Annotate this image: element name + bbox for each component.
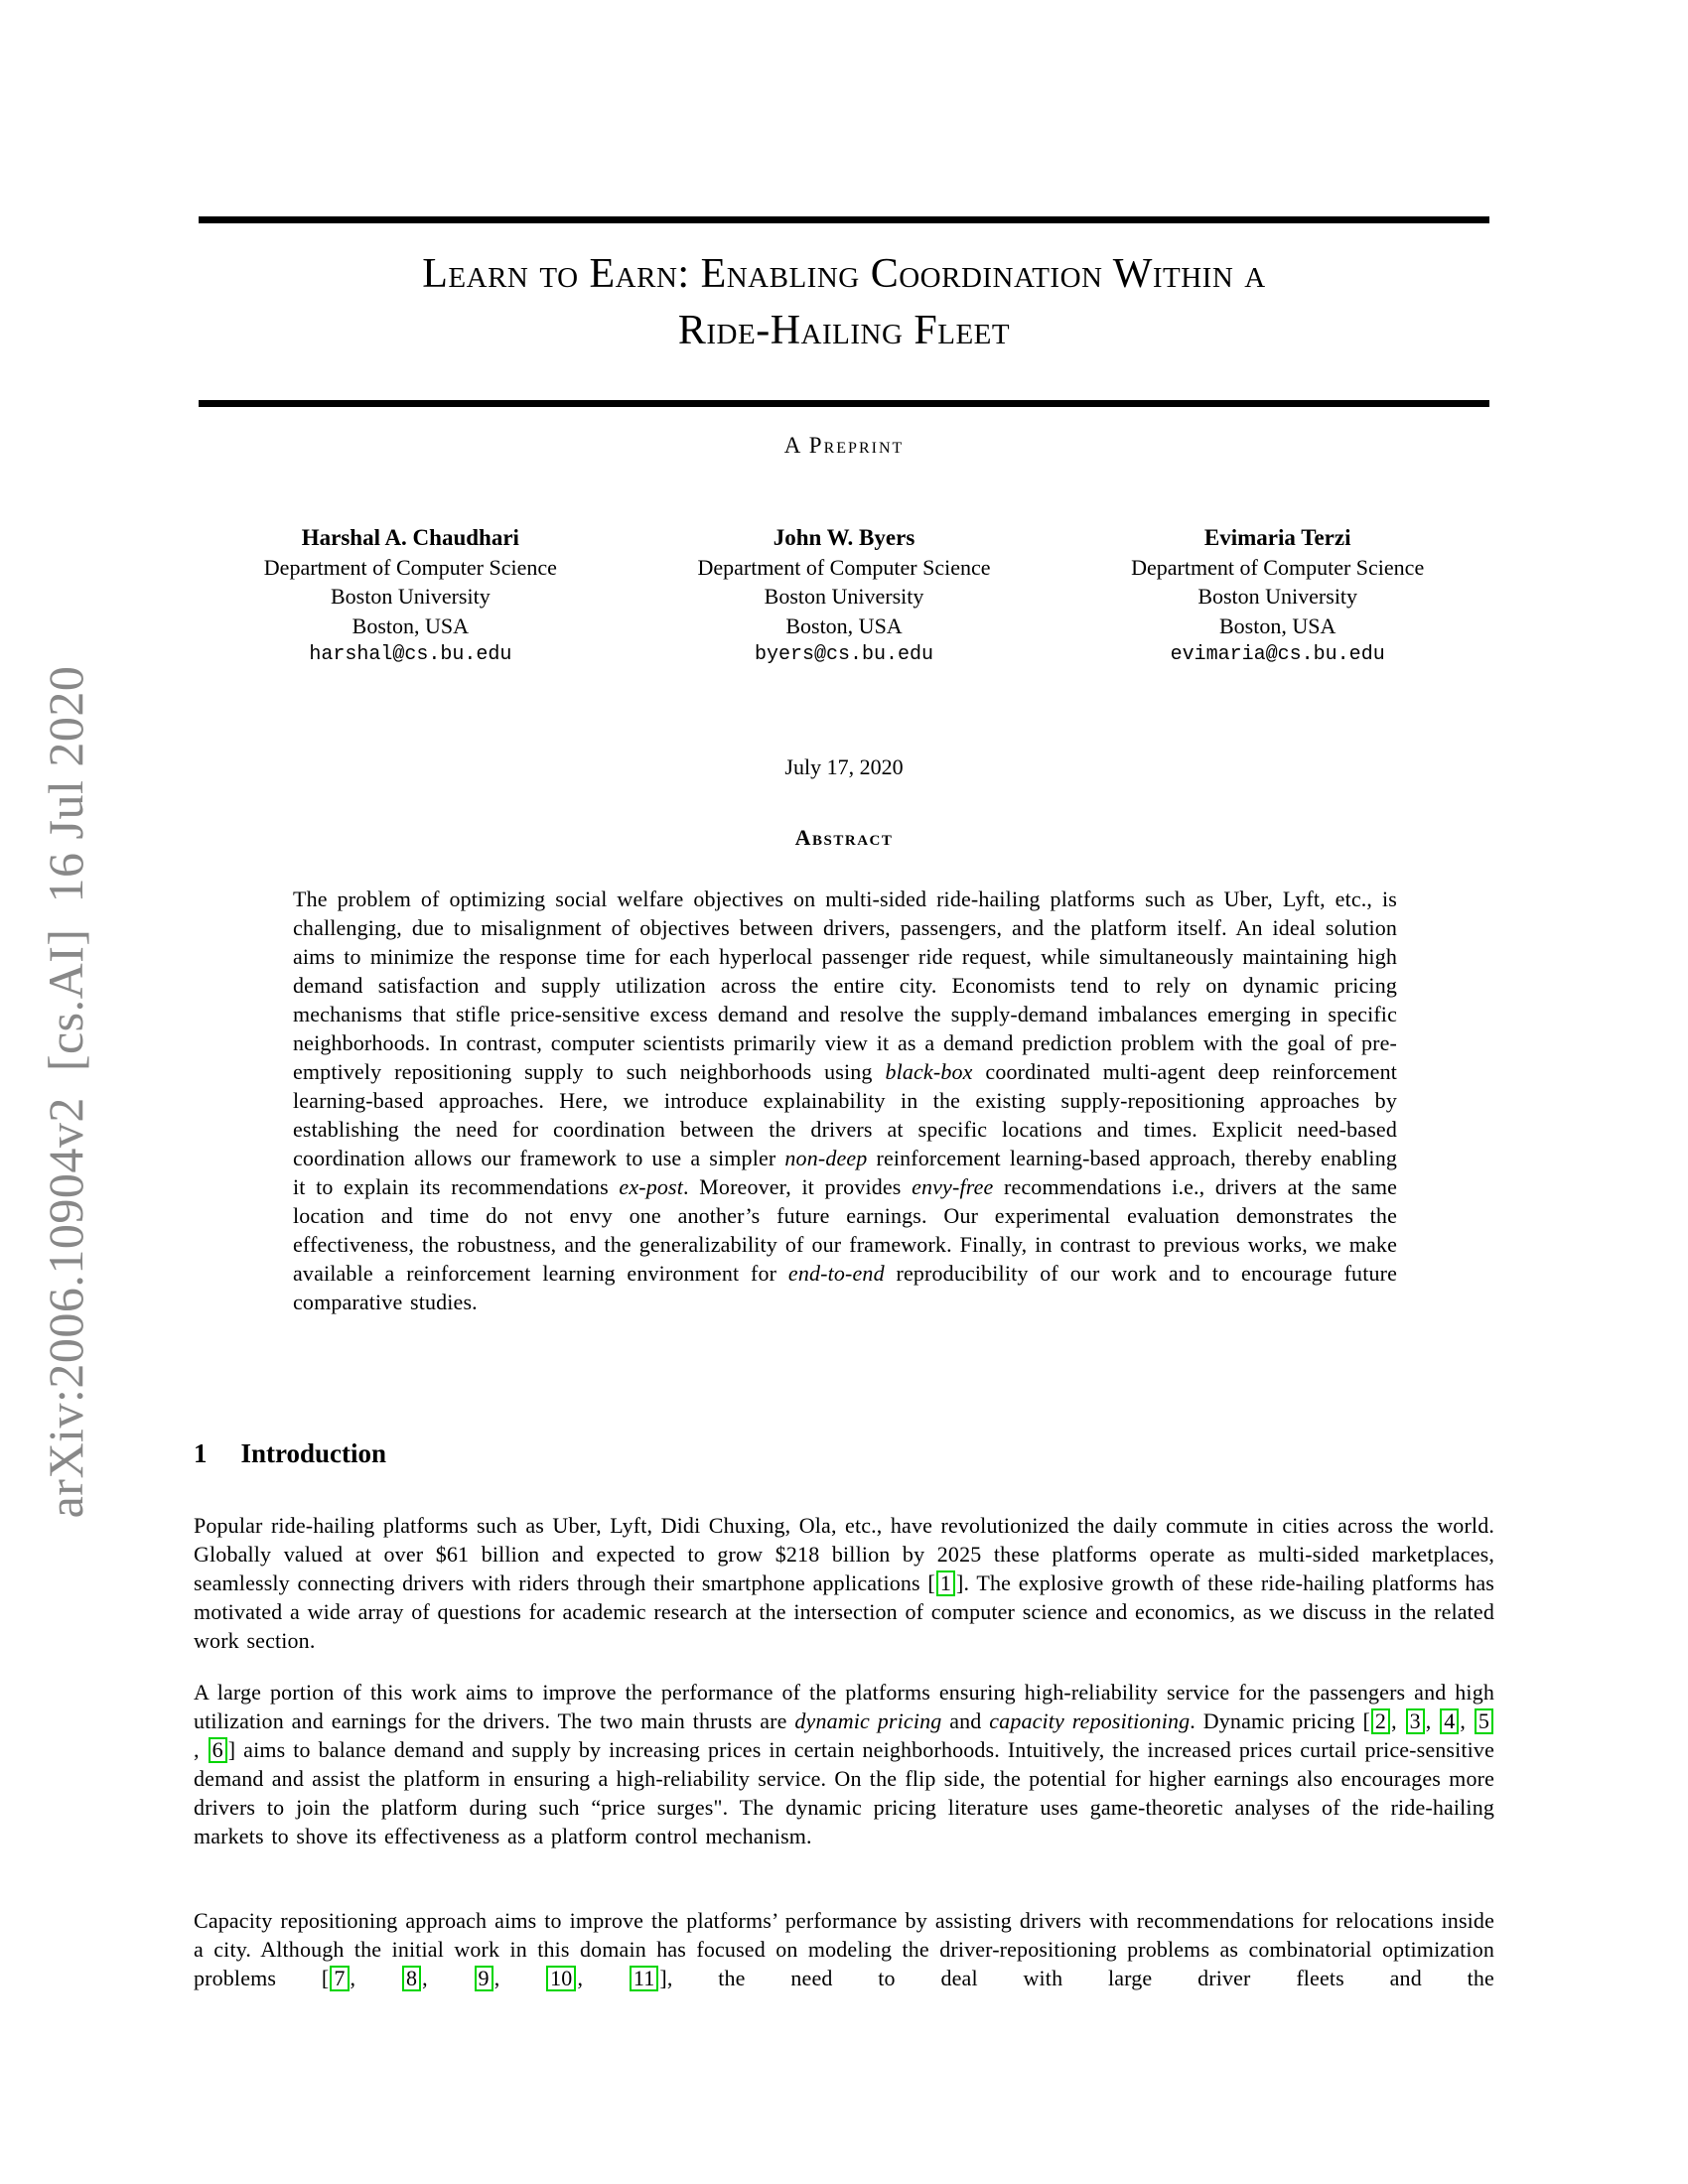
author-email: byers@cs.bu.edu — [754, 643, 934, 666]
author-block — [194, 523, 628, 670]
emphasis-text: ex-post — [619, 1174, 683, 1199]
citation-link[interactable]: 6 — [209, 1737, 227, 1763]
emphasis-text: end-to-end — [787, 1261, 885, 1286]
paper-title-line-1: Learn to Earn: Enabling Coordination Within a — [422, 251, 1266, 297]
citation-link[interactable]: 2 — [1371, 1708, 1390, 1734]
title-rule-top — [199, 216, 1489, 223]
citation-link[interactable]: 8 — [402, 1966, 421, 1991]
citation-link[interactable]: 11 — [630, 1966, 658, 1991]
author-department: Department of Computer Science — [697, 554, 991, 580]
emphasis-text: envy-free — [912, 1174, 994, 1199]
author-university: Boston University — [764, 584, 924, 609]
author-block — [628, 523, 1061, 670]
arxiv-watermark: arXiv:2006.10904v2 [cs.AI] 16 Jul 2020 — [38, 665, 93, 1519]
author-location: Boston, USA — [352, 613, 470, 638]
abstract-text: The problem of optimizing social welfare objectives on multi-sided ride-hailing platforms such as Uber, Lyft, etc., is challenging, due to misalignment of objectives between drivers, passengers, and the platform itself. An ideal solution aims to minimize the response time for each hyperlocal passenger ride request, while simultaneously maintaining high demand satisfaction and supply utilization across the entire city. Economists tend to rely on dynamic pricing mechanisms that stifle price-sensitive excess demand and resolve the supply-demand imbalances emerging in specific neighborhoods. In contrast, computer scientists primarily view it as a demand prediction problem with the goal of pre-emptively repositioning supply to such neighborhoods using black-box coordinated multi-agent deep reinforcement learning-based approaches. Here, we introduce explainability in the existing supply-repositioning approaches by establishing the need for coordination between the drivers at specific locations and times. Explicit need-based coordination allows our framework to use a simpler non-deep reinforcement learning-based approach, thereby enabling it to explain its recommendations ex-post. Moreover, it provides envy-free recommendations i.e., drivers at the same location and time do not envy one another’s future earnings. Our experimental evaluation demonstrates the effectiveness, the robustness, and the generalizability of our framework. Finally, in contrast to previous works, we make available a reinforcement learning environment for end-to-end reproducibility of our work and to encourage future comparative studies. — [293, 887, 1397, 1314]
citation-link[interactable]: 3 — [1406, 1708, 1425, 1734]
section-number: 1 — [194, 1438, 208, 1468]
preprint-label: A Preprint — [783, 433, 905, 458]
paper-title — [194, 246, 1494, 359]
title-rule-bottom — [199, 400, 1489, 407]
author-name: Evimaria Terzi — [1203, 525, 1351, 550]
section-heading-introduction — [194, 1438, 1494, 1469]
emphasis-text: dynamic pricing — [794, 1708, 942, 1733]
citation-link[interactable]: 4 — [1440, 1708, 1459, 1734]
paper-date: July 17, 2020 — [784, 754, 904, 779]
author-email: evimaria@cs.bu.edu — [1170, 643, 1385, 666]
author-row — [194, 523, 1494, 670]
section-title: Introduction — [240, 1438, 387, 1468]
author-location: Boston, USA — [1219, 613, 1336, 638]
author-department: Department of Computer Science — [1131, 554, 1425, 580]
emphasis-text: non-deep — [784, 1146, 868, 1170]
citation-link[interactable]: 7 — [330, 1966, 349, 1991]
paragraph: A large portion of this work aims to improve the performance of the platforms ensuring high-reliability service for the passengers and high utilization and earnings for the drivers. The two main thrusts are dynamic pricing and capacity repositioning. Dynamic pricing [ 2 , 3 , 4 , 5, 6 ] aims to balance demand and supply by increasing prices in certain neighborhoods. Intuitively, the increased prices curtail price-sensitive demand and assist the platform in ensuring a high-reliability service. On the flip side, the potential for higher earnings also encourages more drivers to join the platform during such “price surges". The dynamic pricing literature uses game-theoretic analyses of the ride-hailing markets to shove its effectiveness as a platform control mechanism. — [194, 1680, 1494, 1848]
emphasis-text: capacity repositioning — [989, 1708, 1191, 1733]
paragraph: Popular ride-hailing platforms such as Uber, Lyft, Didi Chuxing, Ola, etc., have revolutionized the daily commute in cities across the world. Globally valued at over $61 billion and expected to grow $218 billion by 2025 these platforms operate as multi-sided marketplaces, seamlessly connecting drivers with riders through their smartphone applications [ 1 ]. The explosive growth of these ride-hailing platforms has motivated a wide array of questions for academic research at the intersection of computer science and economics, as we discuss in the related work section. — [194, 1513, 1495, 1653]
citation-link[interactable]: 10 — [546, 1966, 576, 1991]
emphasis-text: black-box — [885, 1059, 973, 1084]
author-block — [1060, 523, 1494, 670]
author-name: Harshal A. Chaudhari — [301, 525, 519, 550]
author-university: Boston University — [330, 584, 491, 609]
paragraph: Capacity repositioning approach aims to improve the platforms’ performance by assisting drivers with recommendations for relocations inside a city. Although the initial work in this domain has focused on modeling the driver-repositioning problems as combinatorial optimization problems [ 7 , 8 , 9 , 10 , 11 ], the need to deal with large driver fleets and the — [194, 1908, 1494, 1990]
citation-link[interactable]: 1 — [936, 1570, 955, 1596]
author-department: Department of Computer Science — [263, 554, 557, 580]
citation-link[interactable]: 9 — [475, 1966, 493, 1991]
author-location: Boston, USA — [785, 613, 903, 638]
author-email: harshal@cs.bu.edu — [309, 643, 512, 666]
author-name: John W. Byers — [773, 525, 915, 550]
author-university: Boston University — [1197, 584, 1358, 609]
abstract-heading: Abstract — [794, 825, 894, 850]
citation-link[interactable]: 5 — [1475, 1708, 1493, 1734]
paper-title-line-2: Ride-Hailing Fleet — [677, 308, 1011, 353]
